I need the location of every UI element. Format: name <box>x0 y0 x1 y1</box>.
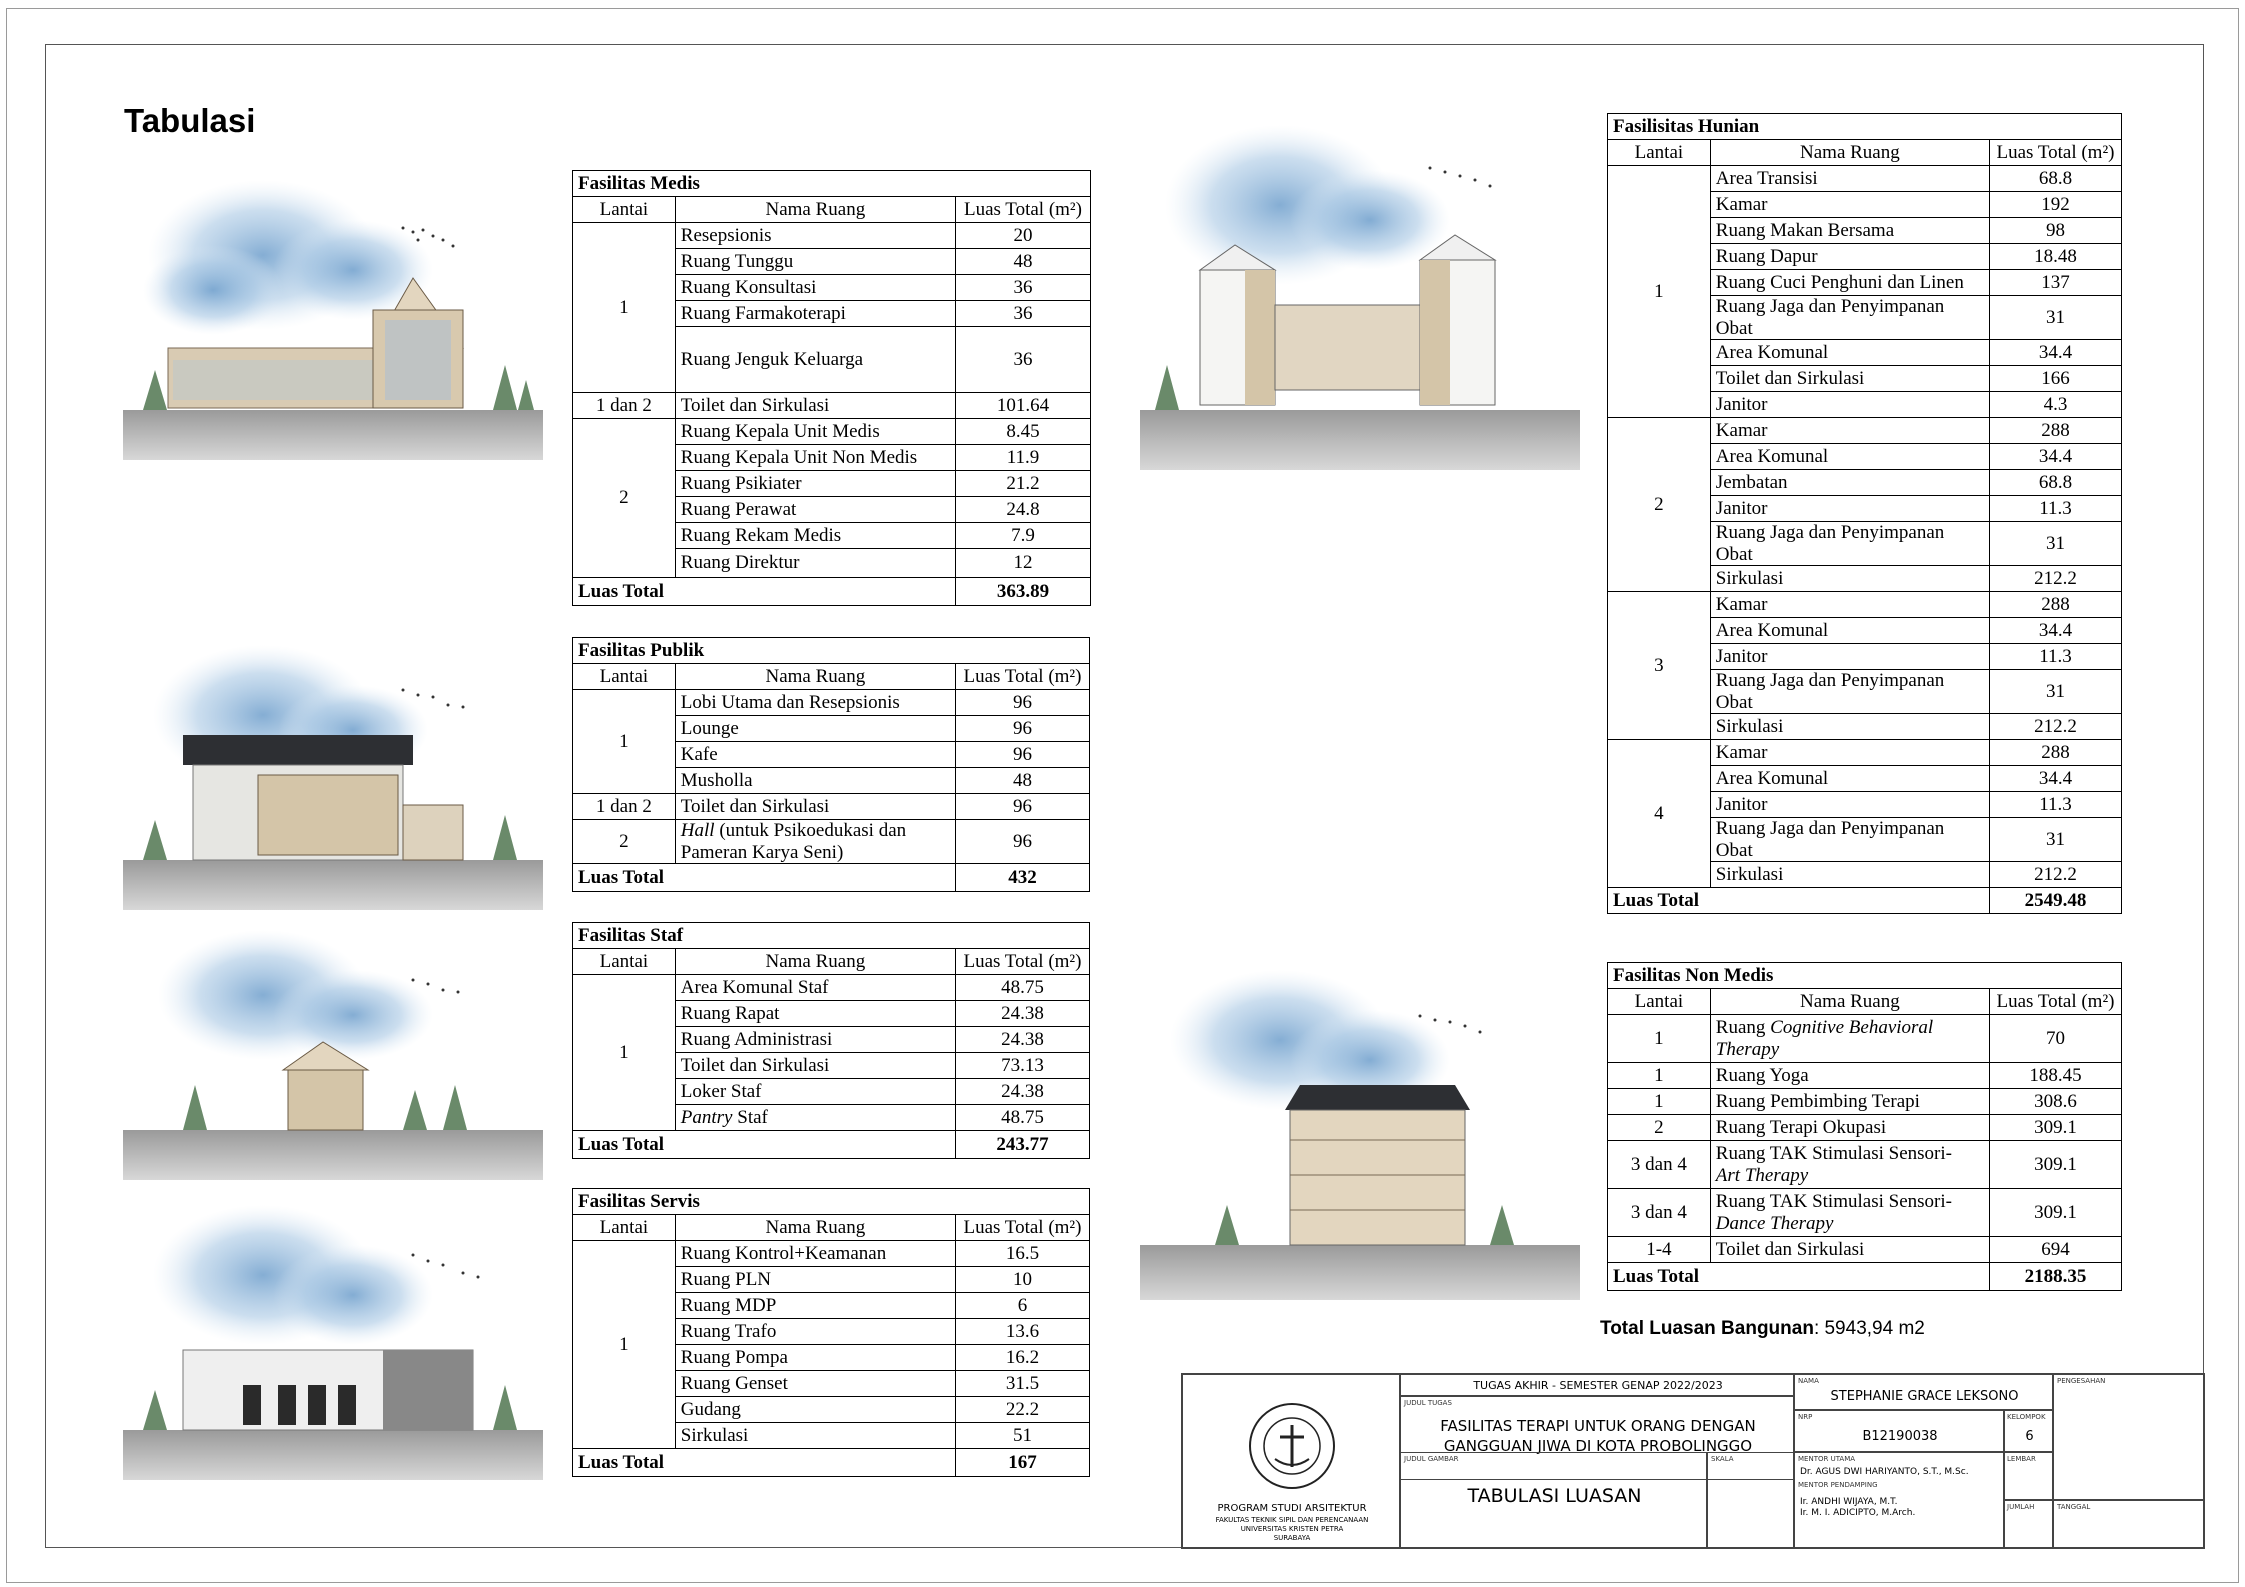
luas-cell: 137 <box>1989 270 2121 296</box>
table-row <box>1608 592 2122 618</box>
table-row <box>1608 1063 2122 1089</box>
table-row <box>1608 1089 2122 1115</box>
nama-ruang-cell: Area Komunal <box>1710 340 1989 366</box>
judul-gambar: TABULASI LUASAN <box>1467 1485 1642 1507</box>
nama-ruang-cell: Resepsionis <box>675 223 955 249</box>
nama-ruang-cell: Ruang Rekam Medis <box>675 523 955 549</box>
lantai-cell: 1 <box>573 690 676 794</box>
table-fasilitas-hunian <box>1607 113 2122 914</box>
total-label: Luas Total <box>1608 888 1990 914</box>
student-nrp: B12190038 <box>1862 1429 1938 1444</box>
luas-cell: 4.3 <box>1989 392 2121 418</box>
luas-cell: 73.13 <box>955 1053 1089 1079</box>
title-block-lembar: LEMBAR <box>2004 1452 2053 1500</box>
luas-cell: 22.2 <box>955 1397 1089 1423</box>
column-header: Luas Total (m²) <box>955 949 1089 975</box>
nama-ruang-cell: Ruang Tunggu <box>675 249 955 275</box>
luas-cell: 288 <box>1989 592 2121 618</box>
title-block <box>1181 1373 2205 1549</box>
column-header: Luas Total (m²) <box>955 664 1089 690</box>
nama-ruang-cell: Janitor <box>1710 644 1989 670</box>
nama-ruang-cell: Ruang Pompa <box>675 1345 955 1371</box>
luas-cell: 308.6 <box>1989 1089 2121 1115</box>
building-illustration-medis <box>123 170 543 460</box>
nama-ruang-cell: Kafe <box>675 742 955 768</box>
lantai-cell: 1 <box>1608 1063 1711 1089</box>
luas-cell: 48 <box>955 249 1090 275</box>
luas-cell: 21.2 <box>955 471 1090 497</box>
luas-cell: 31 <box>1989 670 2121 714</box>
luas-cell: 31 <box>1989 522 2121 566</box>
column-header: Nama Ruang <box>675 197 955 223</box>
lantai-cell: 1 <box>573 975 676 1131</box>
total-label: Luas Total <box>573 1449 956 1477</box>
table-row <box>1608 740 2122 766</box>
lantai-cell: 4 <box>1608 740 1711 888</box>
nama-ruang-cell: Ruang Jaga dan Penyimpanan Obat <box>1710 522 1989 566</box>
luas-cell: 24.38 <box>955 1079 1089 1105</box>
table-fasilitas-non-medis <box>1607 962 2122 1291</box>
nama-ruang-cell: Lobi Utama dan Resepsionis <box>675 690 955 716</box>
luas-cell: 34.4 <box>1989 340 2121 366</box>
nama-ruang-cell: Ruang Direktur <box>675 549 955 578</box>
nama-ruang-cell: Area Komunal <box>1710 444 1989 470</box>
building-illustration-publik <box>123 635 543 910</box>
city-name: SURABAYA <box>1273 1534 1311 1542</box>
luas-cell: 309.1 <box>1989 1141 2121 1189</box>
luas-cell: 212.2 <box>1989 714 2121 740</box>
table-title: Fasilitas Staf <box>573 923 1090 949</box>
nama-ruang-cell: Ruang Rapat <box>675 1001 955 1027</box>
column-header: Lantai <box>1608 989 1711 1015</box>
luas-cell: 48.75 <box>955 975 1089 1001</box>
luas-cell: 48.75 <box>955 1105 1089 1131</box>
column-header: Nama Ruang <box>675 949 955 975</box>
nama-ruang-cell: Sirkulasi <box>1710 714 1989 740</box>
luas-cell: 68.8 <box>1989 166 2121 192</box>
total-label: Luas Total <box>573 578 956 606</box>
luas-cell: 70 <box>1989 1015 2121 1063</box>
column-header: Lantai <box>573 949 676 975</box>
luas-cell: 96 <box>955 716 1089 742</box>
luas-cell: 288 <box>1989 740 2121 766</box>
luas-cell: 20 <box>955 223 1090 249</box>
nama-ruang-cell: Kamar <box>1710 418 1989 444</box>
luas-cell: 31 <box>1989 818 2121 862</box>
luas-cell: 24.38 <box>955 1027 1089 1053</box>
nama-ruang-cell: Janitor <box>1710 392 1989 418</box>
column-header: Nama Ruang <box>1710 140 1989 166</box>
table-title: Fasilitas Non Medis <box>1608 963 2122 989</box>
nama-ruang-cell: Ruang MDP <box>675 1293 955 1319</box>
column-header: Luas Total (m²) <box>955 197 1090 223</box>
nama-ruang-cell: Ruang Yoga <box>1710 1063 1989 1089</box>
nama-ruang-cell: Ruang PLN <box>675 1267 955 1293</box>
nama-ruang-cell: Ruang Administrasi <box>675 1027 955 1053</box>
luas-cell: 309.1 <box>1989 1115 2121 1141</box>
nama-ruang-cell: Area Komunal Staf <box>675 975 955 1001</box>
judul-tugas-line1: FASILITAS TERAPI UNTUK ORANG DENGAN <box>1440 1417 1756 1435</box>
nama-ruang-cell: Musholla <box>675 768 955 794</box>
luas-cell: 24.38 <box>955 1001 1089 1027</box>
luas-cell: 96 <box>955 794 1089 820</box>
total-value: 2549.48 <box>1989 888 2121 914</box>
lantai-cell: 2 <box>573 820 676 864</box>
student-name: STEPHANIE GRACE LEKSONO <box>1830 1389 2019 1404</box>
mentor-utama: Dr. AGUS DWI HARIYANTO, S.T., M.Sc. <box>1800 1467 1969 1477</box>
nama-ruang-cell: Toilet dan Sirkulasi <box>1710 366 1989 392</box>
luas-cell: 34.4 <box>1989 444 2121 470</box>
lantai-cell: 2 <box>1608 1115 1711 1141</box>
title-block-judul-gambar: JUDUL GAMBAR TABULASI LUASAN <box>1400 1452 1707 1548</box>
total-value: 243.77 <box>955 1131 1089 1159</box>
luas-cell: 6 <box>955 1293 1089 1319</box>
nama-ruang-cell: Ruang Kepala Unit Non Medis <box>675 445 955 471</box>
table-row <box>1608 1189 2122 1237</box>
total-value: 432 <box>955 864 1089 892</box>
table-row <box>573 975 1090 1001</box>
table-fasilitas-staf <box>572 922 1090 1159</box>
column-header: Nama Ruang <box>1710 989 1989 1015</box>
total-label: Luas Total <box>573 1131 956 1159</box>
table-title: Fasilitas Servis <box>573 1189 1090 1215</box>
nama-ruang-cell: Ruang Cognitive Behavioral Therapy <box>1710 1015 1989 1063</box>
table-title: Fasilisitas Hunian <box>1608 114 2122 140</box>
building-illustration-staf <box>123 920 543 1180</box>
column-header: Lantai <box>1608 140 1711 166</box>
luas-cell: 34.4 <box>1989 766 2121 792</box>
judul-tugas-line2: GANGGUAN JIWA DI KOTA PROBOLINGGO <box>1443 1437 1753 1455</box>
faculty-name: FAKULTAS TEKNIK SIPIL DAN PERENCANAAN <box>1215 1516 1369 1524</box>
table-row <box>573 1241 1090 1267</box>
luas-cell: 51 <box>955 1423 1089 1449</box>
nama-ruang-cell: Ruang Jenguk Keluarga <box>675 327 955 393</box>
nama-ruang-cell: Sirkulasi <box>1710 566 1989 592</box>
nama-ruang-cell: Loker Staf <box>675 1079 955 1105</box>
nama-ruang-cell: Ruang Kepala Unit Medis <box>675 419 955 445</box>
total-value: 363.89 <box>955 578 1090 606</box>
luas-cell: 31 <box>1989 296 2121 340</box>
luas-cell: 34.4 <box>1989 618 2121 644</box>
mentor-pendamping-2: Ir. M. I. ADICIPTO, M.Arch. <box>1800 1508 1916 1518</box>
lantai-cell: 1 <box>573 223 676 393</box>
luas-cell: 11.3 <box>1989 496 2121 522</box>
luas-cell: 8.45 <box>955 419 1090 445</box>
lantai-cell: 1 <box>1608 1089 1711 1115</box>
lantai-cell: 1 dan 2 <box>573 794 676 820</box>
lantai-cell: 1 <box>1608 1015 1711 1063</box>
total-luasan-bangunan: Total Luasan Bangunan: 5943,94 m2 <box>1600 1318 1925 1339</box>
total-value: 2188.35 <box>1989 1263 2121 1291</box>
luas-cell: 68.8 <box>1989 470 2121 496</box>
lantai-cell: 3 dan 4 <box>1608 1141 1711 1189</box>
table-row <box>573 393 1091 419</box>
luas-cell: 309.1 <box>1989 1189 2121 1237</box>
nama-ruang-cell: Toilet dan Sirkulasi <box>675 393 955 419</box>
nama-ruang-cell: Ruang Cuci Penghuni dan Linen <box>1710 270 1989 296</box>
table-row <box>573 223 1091 249</box>
nama-ruang-cell: Ruang Konsultasi <box>675 275 955 301</box>
nama-ruang-cell: Ruang Dapur <box>1710 244 1989 270</box>
title-block-judul-tugas: JUDUL TUGAS FASILITAS TERAPI UNTUK ORANG DENGAN GANGGUAN JIWA DI KOTA PROBOLINGGO <box>1400 1396 1794 1480</box>
program-name: PROGRAM STUDI ARSITEKTUR <box>1217 1503 1367 1514</box>
luas-cell: 98 <box>1989 218 2121 244</box>
table-row <box>573 820 1090 864</box>
table-row <box>1608 418 2122 444</box>
luas-cell: 13.6 <box>955 1319 1089 1345</box>
luas-cell: 11.3 <box>1989 792 2121 818</box>
luas-cell: 12 <box>955 549 1090 578</box>
title-block-nrp: NRP B12190038 <box>1794 1410 2004 1452</box>
nama-ruang-cell: Sirkulasi <box>675 1423 955 1449</box>
page-title: Tabulasi <box>124 102 256 139</box>
total-label: Luas Total <box>573 864 956 892</box>
luas-cell: 288 <box>1989 418 2121 444</box>
luas-cell: 166 <box>1989 366 2121 392</box>
title-block-logo-cell <box>1182 1374 1400 1548</box>
table-row <box>573 794 1090 820</box>
luas-cell: 192 <box>1989 192 2121 218</box>
luas-cell: 48 <box>955 768 1089 794</box>
nama-ruang-cell: Ruang Trafo <box>675 1319 955 1345</box>
column-header: Nama Ruang <box>675 664 955 690</box>
nama-ruang-cell: Kamar <box>1710 192 1989 218</box>
table-fasilitas-servis <box>572 1188 1090 1477</box>
table-fasilitas-medis <box>572 170 1091 606</box>
title-block-pengesahan: PENGESAHAN <box>2053 1374 2204 1500</box>
luas-cell: 24.8 <box>955 497 1090 523</box>
building-illustration-nonmedis <box>1140 960 1580 1300</box>
total-value: 167 <box>955 1449 1089 1477</box>
nama-ruang-cell: Janitor <box>1710 496 1989 522</box>
nama-ruang-cell: Area Komunal <box>1710 766 1989 792</box>
title-block-kelompok: KELOMPOK 6 <box>2004 1410 2053 1452</box>
nama-ruang-cell: Ruang Makan Bersama <box>1710 218 1989 244</box>
nama-ruang-cell: Pantry Staf <box>675 1105 955 1131</box>
nama-ruang-cell: Ruang Jaga dan Penyimpanan Obat <box>1710 670 1989 714</box>
column-header: Nama Ruang <box>675 1215 955 1241</box>
nama-ruang-cell: Toilet dan Sirkulasi <box>675 1053 955 1079</box>
table-row <box>573 690 1090 716</box>
nama-ruang-cell: Ruang Kontrol+Keamanan <box>675 1241 955 1267</box>
column-header: Lantai <box>573 664 676 690</box>
table-row <box>1608 1015 2122 1063</box>
lantai-cell: 1 <box>573 1241 676 1449</box>
nama-ruang-cell: Ruang Perawat <box>675 497 955 523</box>
nama-ruang-cell: Area Transisi <box>1710 166 1989 192</box>
lantai-cell: 2 <box>573 419 676 578</box>
nama-ruang-cell: Ruang Jaga dan Penyimpanan Obat <box>1710 296 1989 340</box>
title-block-tanggal: TANGGAL <box>2053 1500 2204 1548</box>
building-illustration-servis <box>123 1195 543 1480</box>
luas-cell: 31.5 <box>955 1371 1089 1397</box>
luas-cell: 188.45 <box>1989 1063 2121 1089</box>
column-header: Luas Total (m²) <box>955 1215 1089 1241</box>
luas-cell: 96 <box>955 820 1089 864</box>
table-title: Fasilitas Publik <box>573 638 1090 664</box>
nama-ruang-cell: Toilet dan Sirkulasi <box>675 794 955 820</box>
table-row <box>1608 1115 2122 1141</box>
luas-cell: 212.2 <box>1989 862 2121 888</box>
luas-cell: 7.9 <box>955 523 1090 549</box>
mentor-pendamping-1: Ir. ANDHI WIJAYA, M.T. <box>1800 1497 1898 1507</box>
university-seal-logo <box>1247 1401 1337 1491</box>
nama-ruang-cell: Area Komunal <box>1710 618 1989 644</box>
lantai-cell: 1-4 <box>1608 1237 1711 1263</box>
luas-cell: 36 <box>955 275 1090 301</box>
luas-cell: 11.9 <box>955 445 1090 471</box>
luas-cell: 36 <box>955 301 1090 327</box>
luas-cell: 16.5 <box>955 1241 1089 1267</box>
building-illustration-hunian <box>1140 110 1580 470</box>
title-block-jumlah: JUMLAH <box>2004 1500 2053 1548</box>
kelompok-number: 6 <box>2025 1429 2034 1444</box>
nama-ruang-cell: Ruang TAK Stimulasi Sensori- Art Therapy <box>1710 1141 1989 1189</box>
total-label: Luas Total <box>1608 1263 1990 1291</box>
luas-cell: 101.64 <box>955 393 1090 419</box>
nama-ruang-cell: Sirkulasi <box>1710 862 1989 888</box>
table-row <box>1608 1141 2122 1189</box>
title-block-nama: NAMA STEPHANIE GRACE LEKSONO <box>1794 1374 2053 1410</box>
lantai-cell: 3 dan 4 <box>1608 1189 1711 1237</box>
nama-ruang-cell: Jembatan <box>1710 470 1989 496</box>
table-row <box>573 419 1091 445</box>
nama-ruang-cell: Ruang Psikiater <box>675 471 955 497</box>
lantai-cell: 2 <box>1608 418 1711 592</box>
nama-ruang-cell: Ruang Jaga dan Penyimpanan Obat <box>1710 818 1989 862</box>
title-block-mentor: MENTOR UTAMA Dr. AGUS DWI HARIYANTO, S.T., M.Sc. MENTOR PENDAMPING Ir. ANDHI WIJAYA, M.T. Ir. M. I. ADICIPTO, M.Arch. <box>1794 1452 2004 1548</box>
luas-cell: 96 <box>955 742 1089 768</box>
nama-ruang-cell: Lounge <box>675 716 955 742</box>
table-title: Fasilitas Medis <box>573 171 1091 197</box>
luas-cell: 36 <box>955 327 1090 393</box>
nama-ruang-cell: Kamar <box>1710 592 1989 618</box>
nama-ruang-cell: Hall (untuk Psikoedukasi dan Pameran Karya Seni) <box>675 820 955 864</box>
title-block-skala: SKALA <box>1707 1452 1794 1548</box>
nama-ruang-cell: Ruang Pembimbing Terapi <box>1710 1089 1989 1115</box>
nama-ruang-cell: Ruang Terapi Okupasi <box>1710 1115 1989 1141</box>
lantai-cell: 1 <box>1608 166 1711 418</box>
title-block-semester: TUGAS AKHIR - SEMESTER GENAP 2022/2023 <box>1400 1374 1794 1396</box>
luas-cell: 96 <box>955 690 1089 716</box>
column-header: Lantai <box>573 1215 676 1241</box>
nama-ruang-cell: Ruang Genset <box>675 1371 955 1397</box>
column-header: Luas Total (m²) <box>1989 140 2121 166</box>
nama-ruang-cell: Toilet dan Sirkulasi <box>1710 1237 1989 1263</box>
university-name: UNIVERSITAS KRISTEN PETRA <box>1240 1525 1344 1533</box>
table-row <box>1608 1237 2122 1263</box>
luas-cell: 212.2 <box>1989 566 2121 592</box>
nama-ruang-cell: Kamar <box>1710 740 1989 766</box>
nama-ruang-cell: Gudang <box>675 1397 955 1423</box>
luas-cell: 694 <box>1989 1237 2121 1263</box>
column-header: Luas Total (m²) <box>1989 989 2121 1015</box>
lantai-cell: 1 dan 2 <box>573 393 676 419</box>
table-row <box>1608 166 2122 192</box>
nama-ruang-cell: Ruang Farmakoterapi <box>675 301 955 327</box>
lantai-cell: 3 <box>1608 592 1711 740</box>
table-fasilitas-publik <box>572 637 1090 892</box>
luas-cell: 11.3 <box>1989 644 2121 670</box>
luas-cell: 18.48 <box>1989 244 2121 270</box>
column-header: Lantai <box>573 197 676 223</box>
nama-ruang-cell: Ruang TAK Stimulasi Sensori- Dance Therapy <box>1710 1189 1989 1237</box>
luas-cell: 16.2 <box>955 1345 1089 1371</box>
nama-ruang-cell: Janitor <box>1710 792 1989 818</box>
luas-cell: 10 <box>955 1267 1089 1293</box>
